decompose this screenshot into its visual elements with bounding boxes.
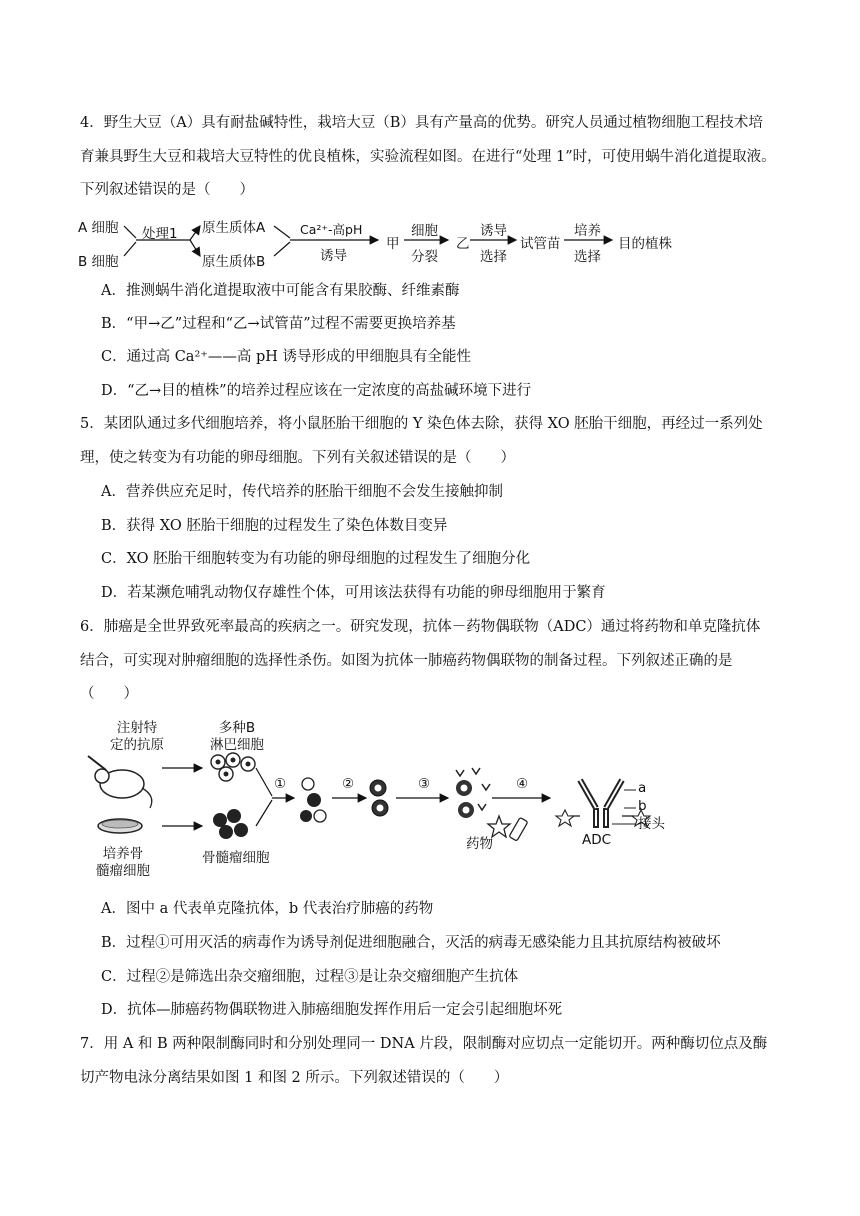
fused-cells bbox=[300, 778, 326, 822]
q4-option-d: D．“乙→目的植株”的培养过程应该在一定浓度的高盐碱环境下进行 bbox=[101, 383, 532, 399]
q6-inject-label-line-1: 注射特 bbox=[116, 720, 158, 736]
q5-option-b: B．获得 XO 胚胎干细胞的过程发生了染色体数目变异 bbox=[101, 518, 448, 534]
q4-option-a: A．推测蜗牛消化道提取液中可能含有果胶酶、纤维素酶 bbox=[101, 283, 460, 299]
q5-option-d: D．若某濒危哺乳动物仅存雄性个体，可用该法获得有功能的卵母细胞用于繁育 bbox=[101, 585, 606, 601]
q6-inject-label bbox=[110, 720, 164, 754]
q6-drug-label: 药物 bbox=[466, 836, 493, 852]
q4-cell-a: A 细胞 bbox=[78, 220, 119, 236]
myeloma-cells bbox=[213, 809, 248, 839]
hybridoma-cells bbox=[370, 780, 388, 816]
q6-linker-label: 接头 bbox=[638, 816, 665, 832]
q4-option-c: C．通过高 Ca²⁺——高 pH 诱导形成的甲细胞具有全能性 bbox=[101, 349, 472, 365]
q5-stem-line-2: 理，使之转变为有功能的卵母细胞。下列有关叙述错误的是（ ） bbox=[80, 450, 515, 466]
q7-stem-line-1: 7．用 A 和 B 两种限制酶同时和分别处理同一 DNA 片段，限制酶对应切点一定能切开。两种酶切位点及酶 bbox=[80, 1036, 768, 1052]
q6-step-1: ① bbox=[274, 776, 287, 792]
q6-culture-label-line-1: 培养骨 bbox=[102, 846, 144, 862]
q4-protoplast-b: 原生质体B bbox=[202, 254, 266, 270]
q5-option-a: A．营养供应充足时，传代培养的胚胎干细胞不会发生接触抑制 bbox=[101, 484, 503, 500]
q6-option-d: D．抗体—肺癌药物偶联物进入肺癌细胞发挥作用后一定会引起细胞坏死 bbox=[101, 1002, 563, 1018]
q4-cell-jia: 甲 bbox=[386, 236, 400, 252]
q4-cell-b: B 细胞 bbox=[78, 254, 119, 270]
q4-culture-top: 培养 bbox=[574, 223, 601, 239]
petri-dish-icon bbox=[98, 819, 142, 833]
q6-culture-label bbox=[96, 846, 150, 880]
q6-adc-label: ADC bbox=[582, 832, 612, 848]
q4-flow-diagram bbox=[78, 212, 718, 268]
q4-stem-line-2: 育兼具野生大豆和栽培大豆特性的优良植株，实验流程如图。在进行“处理 1”时，可使用蜗牛消化道提取液。 bbox=[80, 149, 776, 165]
q4-option-b: B．“甲→乙”过程和“乙→试管苗”过程不需要更换培养基 bbox=[101, 316, 456, 332]
q6-stem-line-2: 结合，可实现对肿瘤细胞的选择性杀伤。如图为抗体一肺癌药物偶联物的制备过程。下列叙述正确的是 bbox=[80, 653, 733, 669]
q6-label-b: b bbox=[638, 798, 647, 814]
q6-label-a: a bbox=[638, 780, 647, 796]
q4-induce-condition: Ca²⁺-高pH bbox=[300, 222, 363, 237]
q6-culture-label-line-2: 髓瘤细胞 bbox=[96, 863, 150, 879]
q4-target-plant: 目的植株 bbox=[618, 236, 672, 252]
drug-icon bbox=[488, 816, 528, 841]
q6-option-b: B．过程①可用灭活的病毒作为诱导剂促进细胞融合，灭活的病毒无感染能力且其抗原结构被破坏 bbox=[101, 935, 721, 951]
q6-option-a: A．图中 a 代表单克隆抗体，b 代表治疗肺癌的药物 bbox=[101, 901, 434, 917]
q4-culture-bottom: 选择 bbox=[574, 249, 601, 265]
q4-division-top: 细胞 bbox=[411, 223, 438, 239]
antibody-producing-cells bbox=[456, 768, 490, 818]
adc-antibody-icon bbox=[556, 780, 650, 828]
q4-stem-line-1: 4．野生大豆（A）具有耐盐碱特性，栽培大豆（B）具有产量高的优势。研究人员通过植物细胞工程技术培 bbox=[80, 115, 763, 131]
q6-option-c: C．过程②是筛选出杂交瘤细胞，过程③是让杂交瘤细胞产生抗体 bbox=[101, 969, 519, 985]
q6-inject-label-line-2: 定的抗原 bbox=[110, 737, 164, 753]
q4-select-top: 诱导 bbox=[480, 223, 507, 239]
q4-division-bottom: 分裂 bbox=[411, 249, 438, 265]
q6-stem-line-3: （ ） bbox=[80, 686, 138, 702]
q6-bcell-label-line-2: 淋巴细胞 bbox=[210, 737, 264, 753]
q6-adc-illustration bbox=[80, 712, 700, 892]
q4-step-1: 处理1 bbox=[142, 226, 178, 242]
b-lymphocyte-cells bbox=[211, 753, 255, 781]
q4-protoplast-a: 原生质体A bbox=[202, 220, 266, 236]
q6-step-4: ④ bbox=[516, 776, 529, 792]
q6-bcell-label bbox=[210, 720, 264, 754]
q6-stem-line-1: 6．肺癌是全世界致死率最高的疾病之一。研究发现，抗体－药物偶联物（ADC）通过将药物和单克隆抗体 bbox=[80, 619, 761, 635]
q6-bcell-label-line-1: 多种B bbox=[218, 720, 256, 736]
q6-step-3: ③ bbox=[418, 776, 431, 792]
q6-myeloma-label: 骨髓瘤细胞 bbox=[202, 850, 270, 866]
q6-adc-diagram bbox=[80, 712, 700, 892]
mouse-icon bbox=[88, 756, 152, 808]
q4-yi: 乙 bbox=[456, 236, 470, 252]
q4-test-tube-seedling: 试管苗 bbox=[520, 236, 561, 252]
q4-select-bottom: 选择 bbox=[480, 249, 507, 265]
q5-stem-line-1: 5．某团队通过多代细胞培养，将小鼠胚胎干细胞的 Y 染色体去除，获得 XO 胚胎干细胞，再经过一系列处 bbox=[80, 416, 763, 432]
q4-stem-line-3: 下列叙述错误的是（ ） bbox=[80, 182, 254, 198]
q6-step-2: ② bbox=[342, 776, 355, 792]
q5-option-c: C．XO 胚胎干细胞转变为有功能的卵母细胞的过程发生了细胞分化 bbox=[101, 551, 531, 567]
q7-stem-line-2: 切产物电泳分离结果如图 1 和图 2 所示。下列叙述错误的（ ） bbox=[80, 1070, 509, 1086]
q4-induce-label: 诱导 bbox=[320, 248, 347, 264]
